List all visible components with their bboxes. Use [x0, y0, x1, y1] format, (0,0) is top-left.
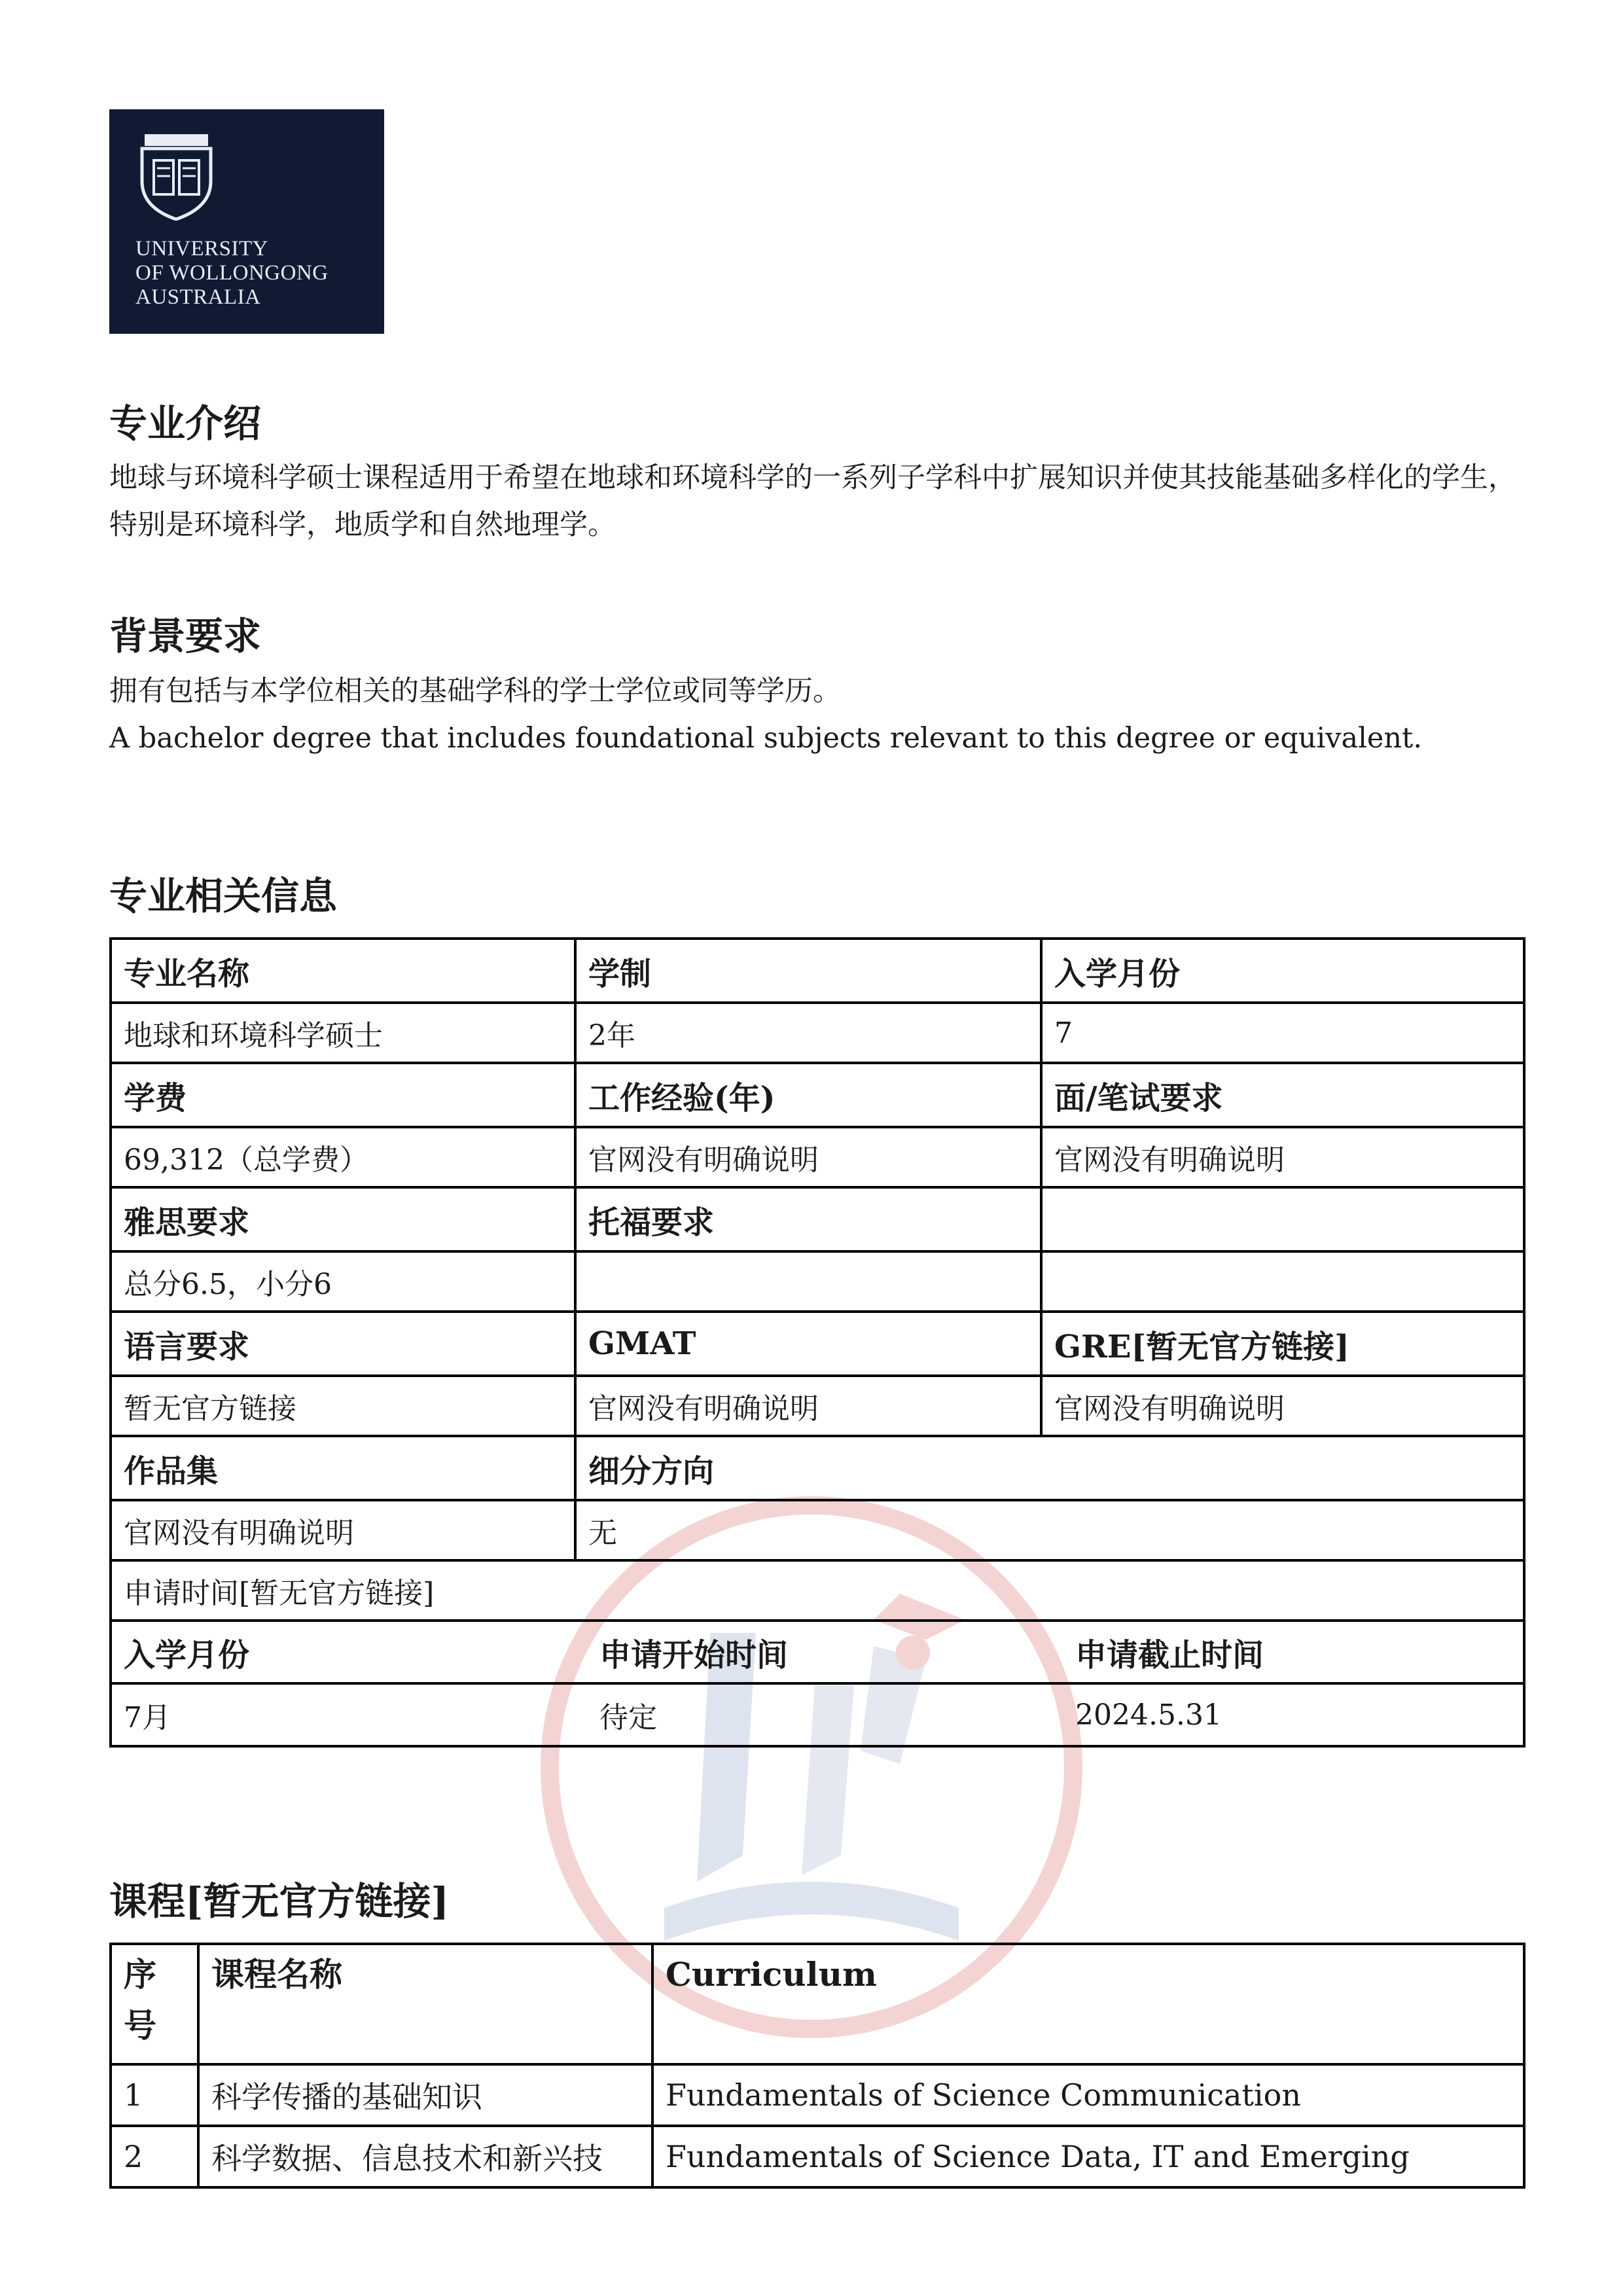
portfolio-value: 官网没有明确说明 [111, 1500, 575, 1560]
background-line-cn: 拥有包括与本学位相关的基础学科的学士学位或同等学历。 [109, 675, 841, 708]
info-heading: 专业相关信息 [109, 874, 338, 918]
gmat-value: 官网没有明确说明 [575, 1376, 1041, 1436]
course-curriculum: Fundamentals of Science Data, IT and Emerging [652, 2126, 1524, 2187]
program-info-table [109, 937, 1525, 1748]
course-name: 科学传播的基础知识 [198, 2064, 652, 2126]
ielts-value: 总分6.5，小分6 [111, 1251, 575, 1312]
toefl-label: 托福要求 [575, 1187, 1041, 1251]
toefl-value [575, 1251, 1041, 1312]
logo-line-3: AUSTRALIA [135, 285, 261, 309]
ielts-label: 雅思要求 [111, 1187, 575, 1251]
gre-label: GRE[暂无官方链接] [1041, 1312, 1524, 1376]
duration-value: 2年 [575, 1003, 1041, 1063]
courses-heading: 课程[暂无官方链接] [109, 1879, 449, 1924]
course-no: 2 [111, 2126, 198, 2187]
course-name: 科学数据、信息技术和新兴技 [198, 2126, 652, 2187]
logo-line-2: OF WOLLONGONG [135, 261, 329, 285]
col-name-header: 课程名称 [198, 1944, 652, 2064]
program-name-label: 专业名称 [111, 939, 575, 1003]
work-exp-value: 官网没有明确说明 [575, 1127, 1041, 1187]
app-deadline-value: 2024.5.31 [1075, 1698, 1222, 1732]
application-time-label: 申请时间[暂无官方链接] [111, 1560, 1524, 1621]
empty-cell [1041, 1251, 1524, 1312]
background-line-en: A bachelor degree that includes foundational subjects relevant to this degree or equivalent. [109, 722, 1423, 755]
background-heading: 背景要求 [109, 614, 262, 658]
course-curriculum: Fundamentals of Science Communication [652, 2064, 1524, 2126]
logo-line-1: UNIVERSITY [135, 237, 268, 260]
specialization-value: 无 [575, 1500, 1524, 1560]
specialization-label: 细分方向 [575, 1436, 1524, 1500]
logo-wordmark [135, 237, 329, 310]
intake-value: 7 [1041, 1003, 1524, 1063]
app-open-label: 申请开始时间 [588, 1622, 1063, 1683]
background-text [109, 668, 1516, 762]
course-table [109, 1943, 1525, 2189]
col-no-header: 序号 [111, 1944, 198, 2064]
app-intake-value: 7月 [124, 1701, 171, 1734]
intake-label: 入学月份 [1041, 939, 1524, 1003]
duration-label: 学制 [575, 939, 1041, 1003]
course-no: 1 [111, 2064, 198, 2126]
tuition-label: 学费 [111, 1063, 575, 1127]
portfolio-label: 作品集 [111, 1436, 575, 1500]
table-row [111, 2126, 1524, 2187]
intro-heading: 专业介绍 [109, 401, 262, 446]
gre-value: 官网没有明确说明 [1041, 1376, 1524, 1436]
intro-text: 地球与环境科学硕士课程适用于希望在地球和环境科学的一系列子学科中扩展知识并使其技能基础多样化的学生，特别是环境科学，地质学和自然地理学。 [109, 461, 1516, 541]
application-time-cell [111, 1621, 1524, 1746]
col-curriculum-header: Curriculum [652, 1944, 1524, 2064]
app-intake-label: 入学月份 [112, 1622, 588, 1683]
empty-cell [1041, 1187, 1524, 1251]
language-label: 语言要求 [111, 1312, 575, 1376]
application-time-table [112, 1622, 1524, 1745]
crest-icon [135, 129, 217, 221]
interview-value: 官网没有明确说明 [1041, 1127, 1524, 1187]
app-deadline-label: 申请截止时间 [1063, 1622, 1524, 1683]
program-name-value: 地球和环境科学硕士 [111, 1003, 575, 1063]
app-open-value: 待定 [599, 1701, 657, 1734]
table-row [111, 2064, 1524, 2126]
language-value: 暂无官方链接 [111, 1376, 575, 1436]
gmat-label: GMAT [575, 1312, 1041, 1376]
work-exp-label: 工作经验(年) [575, 1063, 1041, 1127]
tuition-value: 69,312（总学费） [111, 1127, 575, 1187]
university-logo [109, 109, 384, 334]
interview-label: 面/笔试要求 [1041, 1063, 1524, 1127]
